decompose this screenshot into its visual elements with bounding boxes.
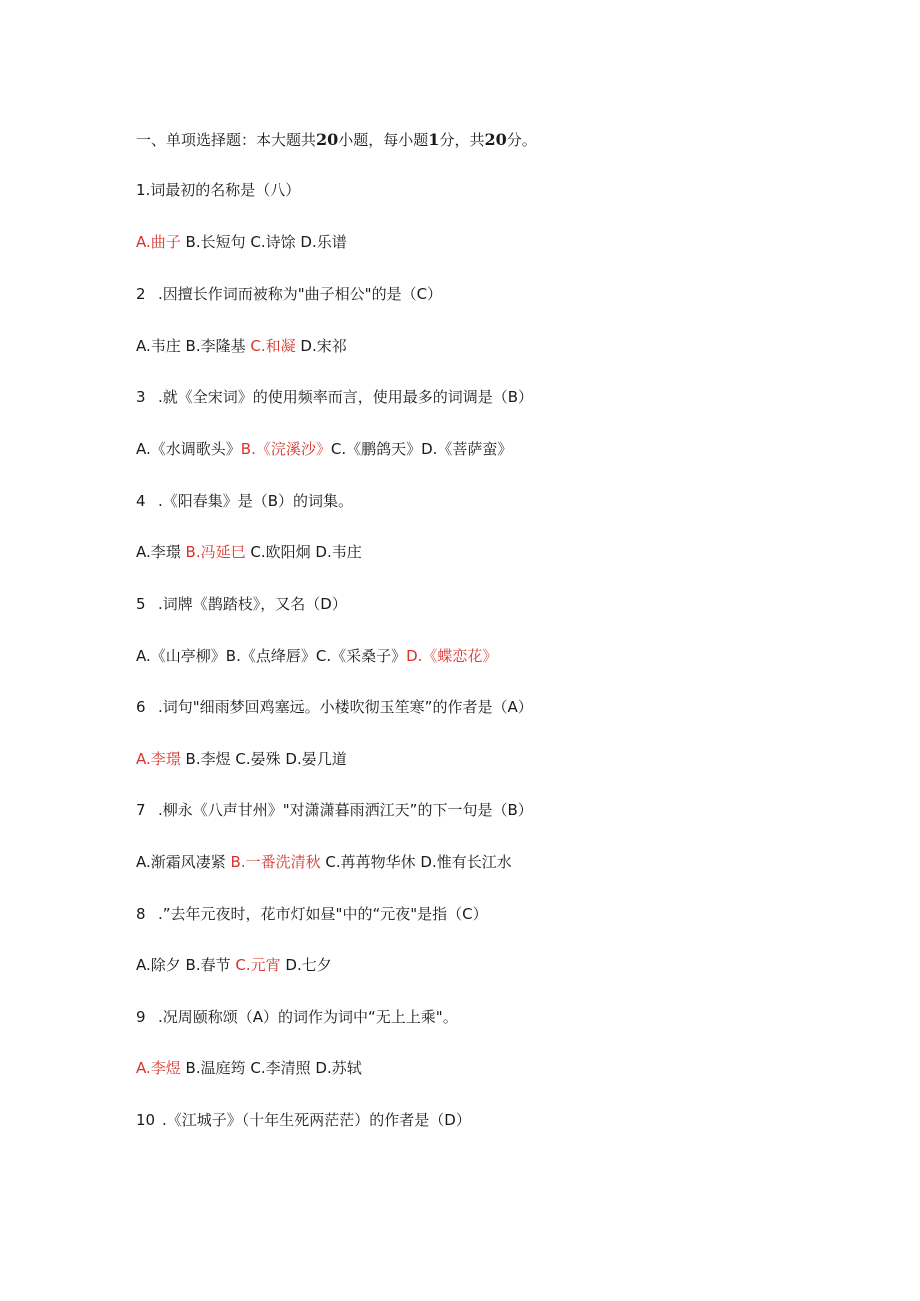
question-text: .就《全宋词》的使用频率而言，使用最多的词调是（B）: [158, 388, 534, 406]
question-number: 4: [136, 492, 146, 510]
options-8: [136, 955, 332, 975]
question-text: .《阳春集》是（B）的词集。: [158, 492, 354, 510]
options-4: [136, 542, 362, 562]
options-9: [136, 1058, 362, 1078]
question-number: 6: [136, 698, 146, 716]
option-a: A.李璟: [136, 543, 181, 561]
question-1: [136, 180, 300, 200]
question-text: .柳永《八声甘州》"对潇潇暮雨洒江天”的下一句是（B）: [158, 801, 533, 819]
option-b: B.李煜: [180, 750, 231, 768]
heading-mid-1: 小题，每小题: [338, 131, 429, 149]
option-c: C.李清照: [245, 1059, 311, 1077]
question-number: 8: [136, 905, 146, 923]
question-number: 3: [136, 388, 146, 406]
option-d: D.七夕: [280, 956, 332, 974]
options-7: [136, 852, 512, 872]
options-1: [136, 232, 347, 252]
question-8: [136, 904, 488, 924]
option-a: A.《水调歌头》: [136, 440, 241, 458]
question-text: .词句"细雨梦回鸡塞远。小楼吹彻玉笙寒”的作者是（A）: [158, 698, 533, 716]
option-b: B.李隆基: [180, 337, 246, 355]
option-c: C.苒苒物华休: [320, 853, 416, 871]
option-a: A.《山亭柳》: [136, 647, 226, 665]
option-c: C.《鹏鸽天》: [330, 440, 422, 458]
question-text: 1.词最初的名称是（八）: [136, 181, 301, 199]
heading-mid-2: 分，共: [439, 131, 485, 149]
heading-suffix: 分。: [506, 131, 537, 149]
option-d: D.晏几道: [280, 750, 347, 768]
question-6: [136, 697, 533, 717]
option-a: A.渐霜风凄紧: [136, 853, 226, 871]
option-c: C.晏殊: [230, 750, 281, 768]
option-a: A.李煜: [136, 1059, 181, 1077]
question-number: 10: [136, 1111, 156, 1129]
option-d: D.苏轼: [310, 1059, 362, 1077]
option-b: B.冯延巳: [180, 543, 246, 561]
heading-points-each: 1: [428, 130, 440, 149]
question-number: 9: [136, 1008, 146, 1026]
option-b: B.《浣溪沙》: [240, 440, 331, 458]
option-d: D.乐谱: [295, 233, 347, 251]
option-b: B.《点绛唇》: [225, 647, 316, 665]
option-d: D.《菩萨蛮》: [421, 440, 513, 458]
question-9: [136, 1007, 458, 1027]
option-b: B.温庭筠: [180, 1059, 246, 1077]
option-c: C.和凝: [245, 337, 296, 355]
option-a: A.李璟: [136, 750, 181, 768]
option-d: D.惟有长江水: [415, 853, 512, 871]
option-d: D.宋祁: [295, 337, 347, 355]
question-text: .”去年元夜时，花市灯如昼"中的“元夜"是指（C）: [158, 905, 488, 923]
question-number: 2: [136, 285, 146, 303]
option-a: A.除夕: [136, 956, 181, 974]
option-d: D.《蝶恋花》: [406, 647, 498, 665]
option-b: B.一番洗清秋: [225, 853, 321, 871]
question-3: [136, 387, 533, 407]
heading-prefix: 一、单项选择题：本大题共: [136, 131, 317, 149]
question-10: [136, 1110, 471, 1130]
heading-total-points: 20: [484, 130, 507, 149]
question-2: [136, 284, 442, 304]
options-3: [136, 439, 512, 459]
options-5: [136, 646, 497, 666]
question-4: [136, 491, 353, 511]
option-c: C.元宵: [230, 956, 281, 974]
option-d: D.韦庄: [310, 543, 362, 561]
option-a: A.韦庄: [136, 337, 181, 355]
options-6: [136, 749, 347, 769]
option-b: B.春节: [180, 956, 231, 974]
option-a: A.曲子: [136, 233, 181, 251]
heading-question-count: 20: [316, 130, 339, 149]
options-2: [136, 336, 347, 356]
section-heading: [136, 130, 537, 150]
question-text: .因擅长作词而被称为"曲子相公"的是（C）: [158, 285, 443, 303]
question-text: .《江城子》（十年生死两茫茫）的作者是（D）: [162, 1111, 471, 1129]
option-c: C.诗馀: [245, 233, 296, 251]
option-c: C.欧阳炯: [245, 543, 311, 561]
question-number: 7: [136, 801, 146, 819]
question-5: [136, 594, 347, 614]
question-text: .词牌《鹊踏枝》，又名（D）: [158, 595, 347, 613]
question-text: .况周颐称颂（A）的词作为词中“无上上乘"。: [158, 1008, 458, 1026]
question-number: 5: [136, 595, 146, 613]
option-b: B.长短句: [180, 233, 246, 251]
option-c: C.《采桑子》: [315, 647, 407, 665]
question-7: [136, 800, 533, 820]
